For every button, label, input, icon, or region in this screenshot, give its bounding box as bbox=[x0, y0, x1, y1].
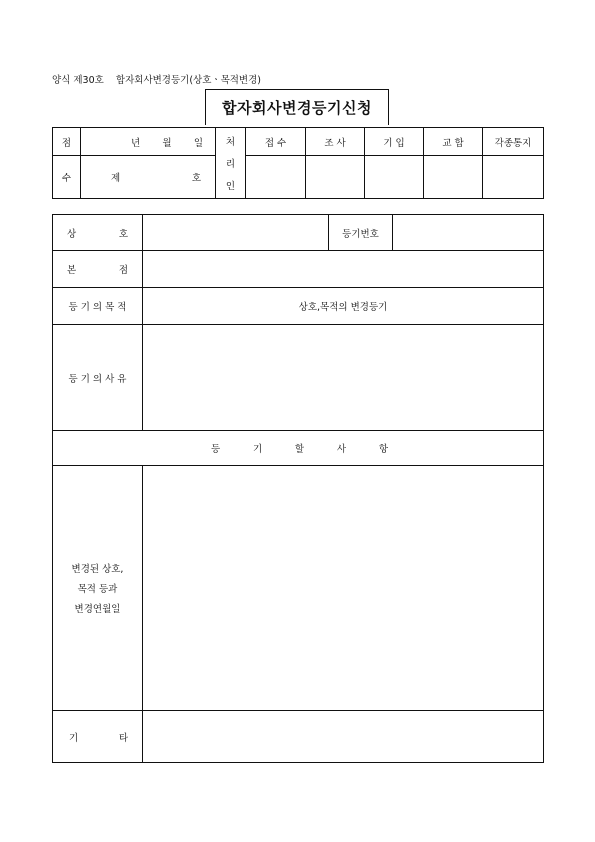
stamp-giib[interactable] bbox=[365, 156, 424, 199]
purpose-value: 상호,목적의 변경등기 bbox=[298, 302, 388, 313]
form-subtitle: 합자회사변경등기(상호ㆍ목적변경) bbox=[115, 75, 261, 86]
branch-label: 본 점 bbox=[53, 251, 143, 288]
month-label: 월 bbox=[162, 137, 172, 149]
other-label: 기 타 bbox=[53, 711, 143, 763]
processing-label: 처 리 인 bbox=[216, 128, 246, 199]
date-cell[interactable] bbox=[81, 128, 216, 156]
other-field[interactable] bbox=[143, 711, 544, 763]
form-code-line bbox=[52, 72, 261, 86]
je-label: 제 bbox=[111, 173, 121, 184]
reg-number-label: 등기번호 bbox=[329, 215, 393, 251]
registration-form-table bbox=[52, 214, 544, 763]
trade-name-label: 상 호 bbox=[53, 215, 143, 251]
stamp-jeobsu[interactable] bbox=[246, 156, 306, 199]
reg-number-field[interactable] bbox=[393, 215, 544, 251]
branch-field[interactable] bbox=[143, 251, 544, 288]
reception-label-jeob: 점 bbox=[53, 128, 81, 156]
matters-header: 등 기 할 사 항 bbox=[53, 431, 544, 466]
reception-label-su: 수 bbox=[53, 156, 81, 199]
col-jeobsu: 접 수 bbox=[246, 128, 306, 156]
page-title bbox=[205, 89, 389, 125]
reason-field[interactable] bbox=[143, 325, 544, 431]
col-josa: 조 사 bbox=[306, 128, 365, 156]
trade-name-field[interactable] bbox=[143, 215, 329, 251]
day-label: 일 bbox=[193, 137, 203, 149]
number-cell[interactable] bbox=[81, 156, 216, 199]
page-title-text: 합자회사변경등기신청 bbox=[222, 99, 372, 117]
stamp-notice[interactable] bbox=[483, 156, 544, 199]
reason-label: 등 기 의 사 유 bbox=[53, 325, 143, 431]
stamp-josa[interactable] bbox=[306, 156, 365, 199]
col-notice: 각종통지 bbox=[483, 128, 544, 156]
year-label: 년 bbox=[131, 137, 141, 149]
purpose-label: 등 기 의 목 적 bbox=[53, 288, 143, 325]
stamp-gyohap[interactable] bbox=[424, 156, 483, 199]
ho-label: 호 bbox=[191, 173, 201, 184]
col-giib: 기 입 bbox=[365, 128, 424, 156]
changed-items-label: 변경된 상호, 목적 등과 변경연월일 bbox=[53, 466, 143, 711]
reception-table bbox=[52, 127, 544, 199]
col-gyohap: 교 합 bbox=[424, 128, 483, 156]
purpose-field[interactable] bbox=[143, 288, 544, 325]
changed-items-field[interactable] bbox=[143, 466, 544, 711]
form-code: 양식 제30호 bbox=[52, 75, 104, 86]
